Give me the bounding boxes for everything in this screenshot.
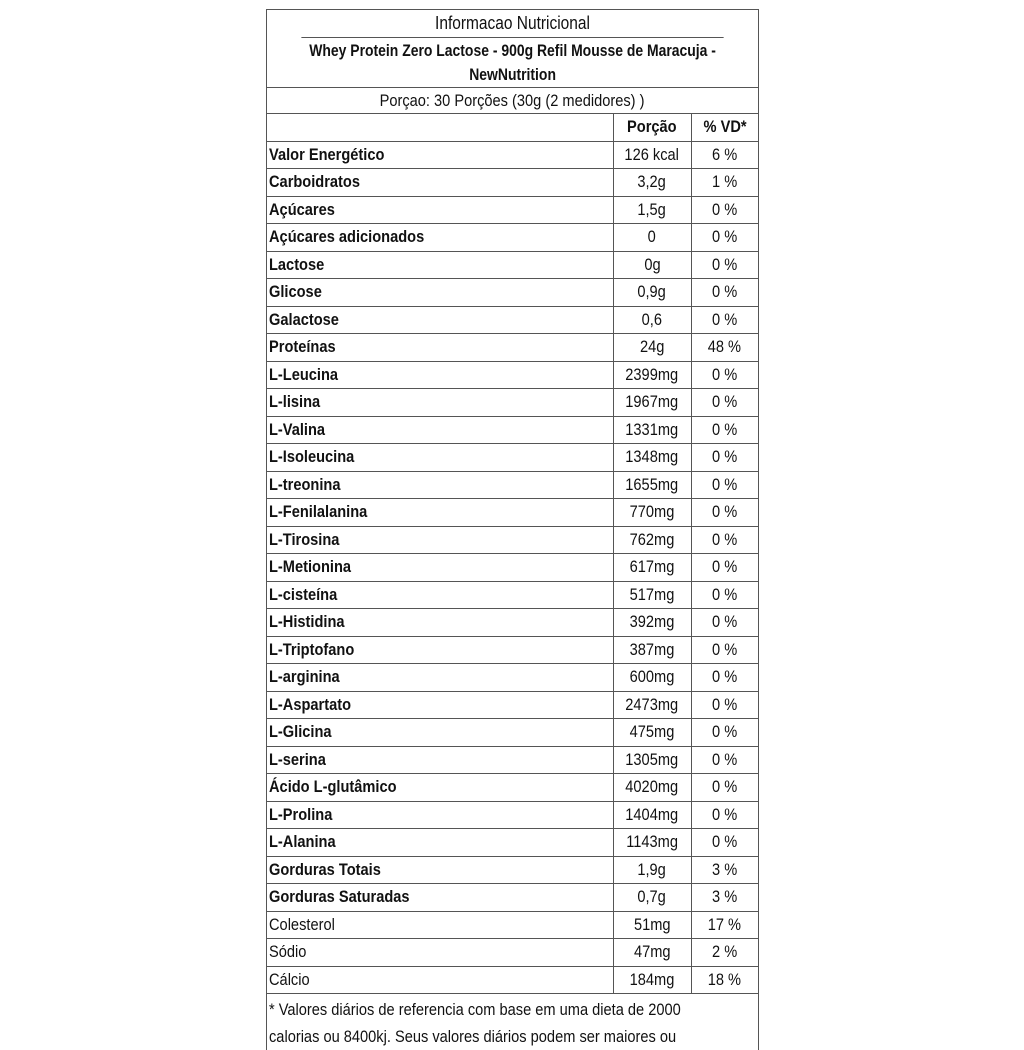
nutrient-name: Açúcares adicionados	[267, 224, 613, 252]
nutrient-name: Ácido L-glutâmico	[267, 774, 613, 802]
footnote-line-2: calorias ou 8400kj. Seus valores diários podem ser maiores ou	[269, 1027, 677, 1046]
table-row	[267, 141, 758, 169]
table-row	[267, 499, 758, 527]
nutrient-amount: 0,6	[613, 306, 691, 334]
portion-column-header: Porção	[613, 114, 691, 141]
table-row	[267, 581, 758, 609]
nutrient-amount: 1,9g	[613, 856, 691, 884]
nutrient-amount: 762mg	[613, 526, 691, 554]
table-row	[267, 884, 758, 912]
nutrient-vd: 3 %	[691, 884, 758, 912]
product-name	[267, 38, 758, 88]
table-row	[267, 251, 758, 279]
nutrient-name: L-Triptofano	[267, 636, 613, 664]
nutrient-amount: 1305mg	[613, 746, 691, 774]
table-row	[267, 416, 758, 444]
table-row	[267, 306, 758, 334]
nutrient-amount: 617mg	[613, 554, 691, 582]
nutrient-name: L-Histidina	[267, 609, 613, 637]
nutrient-amount: 2399mg	[613, 361, 691, 389]
table-header-row	[267, 114, 758, 141]
nutrient-vd: 0 %	[691, 499, 758, 527]
table-row	[267, 636, 758, 664]
nutrient-vd: 0 %	[691, 526, 758, 554]
product-name-text: Whey Protein Zero Lactose - 900g Refil Mousse de Maracuja - NewNutrition	[309, 41, 716, 84]
nutrient-vd: 17 %	[691, 911, 758, 939]
nutrient-name: Carboidratos	[267, 169, 613, 197]
portion-info	[267, 88, 758, 114]
nutrient-vd: 0 %	[691, 416, 758, 444]
table-row	[267, 361, 758, 389]
table-row	[267, 746, 758, 774]
nutrient-name: L-Fenilalanina	[267, 499, 613, 527]
table-row	[267, 196, 758, 224]
nutrient-column-header	[267, 114, 613, 141]
nutrient-vd: 0 %	[691, 609, 758, 637]
nutrient-vd: 0 %	[691, 196, 758, 224]
nutrient-name: Açúcares	[267, 196, 613, 224]
nutrient-name: Cálcio	[267, 966, 613, 994]
nutrient-name: L-arginina	[267, 664, 613, 692]
table-row	[267, 801, 758, 829]
nutrient-amount: 387mg	[613, 636, 691, 664]
nutrient-vd: 0 %	[691, 774, 758, 802]
table-row	[267, 774, 758, 802]
nutrient-name: L-Glicina	[267, 719, 613, 747]
nutrient-name: L-serina	[267, 746, 613, 774]
nutrient-name: L-Metionina	[267, 554, 613, 582]
nutrient-amount: 392mg	[613, 609, 691, 637]
nutrient-name: L-Valina	[267, 416, 613, 444]
nutrient-amount: 1404mg	[613, 801, 691, 829]
nutrient-vd: 0 %	[691, 251, 758, 279]
nutrient-name: L-treonina	[267, 471, 613, 499]
nutrient-amount: 1331mg	[613, 416, 691, 444]
nutrient-amount: 600mg	[613, 664, 691, 692]
table-row	[267, 911, 758, 939]
portion-info-text: Porçao: 30 Porções (30g (2 medidores) )	[380, 91, 645, 110]
table-row	[267, 664, 758, 692]
table-row	[267, 554, 758, 582]
nutrient-vd: 0 %	[691, 554, 758, 582]
nutrient-vd: 0 %	[691, 224, 758, 252]
nutrient-vd: 6 %	[691, 141, 758, 169]
nutrient-name: L-Tirosina	[267, 526, 613, 554]
nutrient-vd: 3 %	[691, 856, 758, 884]
table-row	[267, 829, 758, 857]
footnote	[267, 994, 758, 1050]
nutrient-vd: 0 %	[691, 389, 758, 417]
nutrient-amount: 4020mg	[613, 774, 691, 802]
nutrient-amount: 24g	[613, 334, 691, 362]
nutrient-amount: 1967mg	[613, 389, 691, 417]
nutrient-name: L-cisteína	[267, 581, 613, 609]
nutrient-vd: 18 %	[691, 966, 758, 994]
nutrient-name: Gorduras Saturadas	[267, 884, 613, 912]
nutrient-amount: 0,9g	[613, 279, 691, 307]
nutrient-vd: 0 %	[691, 279, 758, 307]
nutrient-name: L-Aspartato	[267, 691, 613, 719]
nutrient-name: Lactose	[267, 251, 613, 279]
nutrient-amount: 1143mg	[613, 829, 691, 857]
nutrient-amount: 517mg	[613, 581, 691, 609]
nutrient-vd: 0 %	[691, 691, 758, 719]
nutrient-amount: 1,5g	[613, 196, 691, 224]
table-row	[267, 939, 758, 967]
table-row	[267, 856, 758, 884]
nutrient-vd: 0 %	[691, 801, 758, 829]
nutrition-facts-panel	[266, 9, 759, 1050]
panel-title: Informacao Nutricional	[301, 10, 723, 38]
nutrient-amount: 770mg	[613, 499, 691, 527]
table-row	[267, 279, 758, 307]
table-row	[267, 691, 758, 719]
nutrient-vd: 2 %	[691, 939, 758, 967]
nutrient-vd: 0 %	[691, 664, 758, 692]
vd-column-header: % VD*	[691, 114, 758, 141]
table-row	[267, 389, 758, 417]
nutrient-name: L-Alanina	[267, 829, 613, 857]
table-row	[267, 966, 758, 994]
nutrient-amount: 51mg	[613, 911, 691, 939]
nutrient-vd: 0 %	[691, 719, 758, 747]
nutrient-vd: 0 %	[691, 444, 758, 472]
nutrient-name: Valor Energético	[267, 141, 613, 169]
nutrient-amount: 2473mg	[613, 691, 691, 719]
nutrient-amount: 126 kcal	[613, 141, 691, 169]
nutrient-amount: 1655mg	[613, 471, 691, 499]
nutrient-name: Colesterol	[267, 911, 613, 939]
table-row	[267, 471, 758, 499]
table-row	[267, 169, 758, 197]
nutrient-name: L-Leucina	[267, 361, 613, 389]
table-row	[267, 609, 758, 637]
nutrient-amount: 475mg	[613, 719, 691, 747]
nutrient-vd: 0 %	[691, 829, 758, 857]
nutrient-amount: 0g	[613, 251, 691, 279]
nutrient-amount: 1348mg	[613, 444, 691, 472]
nutrient-name: Glicose	[267, 279, 613, 307]
nutrient-vd: 1 %	[691, 169, 758, 197]
footnote-line-1: * Valores diários de referencia com base em uma dieta de 2000	[269, 1000, 681, 1019]
nutrient-amount: 47mg	[613, 939, 691, 967]
nutrient-amount: 3,2g	[613, 169, 691, 197]
nutrient-name: Sódio	[267, 939, 613, 967]
nutrition-table	[267, 114, 758, 994]
nutrient-vd: 0 %	[691, 361, 758, 389]
nutrient-name: Galactose	[267, 306, 613, 334]
nutrient-amount: 184mg	[613, 966, 691, 994]
nutrient-vd: 0 %	[691, 471, 758, 499]
nutrient-name: L-lisina	[267, 389, 613, 417]
table-row	[267, 526, 758, 554]
nutrient-vd: 0 %	[691, 581, 758, 609]
nutrient-vd: 0 %	[691, 746, 758, 774]
nutrient-amount: 0,7g	[613, 884, 691, 912]
table-row	[267, 444, 758, 472]
nutrient-amount: 0	[613, 224, 691, 252]
table-row	[267, 224, 758, 252]
nutrient-name: Gorduras Totais	[267, 856, 613, 884]
nutrient-name: L-Isoleucina	[267, 444, 613, 472]
table-row	[267, 719, 758, 747]
nutrient-name: L-Prolina	[267, 801, 613, 829]
table-row	[267, 334, 758, 362]
nutrient-name: Proteínas	[267, 334, 613, 362]
nutrient-vd: 0 %	[691, 636, 758, 664]
nutrient-vd: 0 %	[691, 306, 758, 334]
nutrient-vd: 48 %	[691, 334, 758, 362]
